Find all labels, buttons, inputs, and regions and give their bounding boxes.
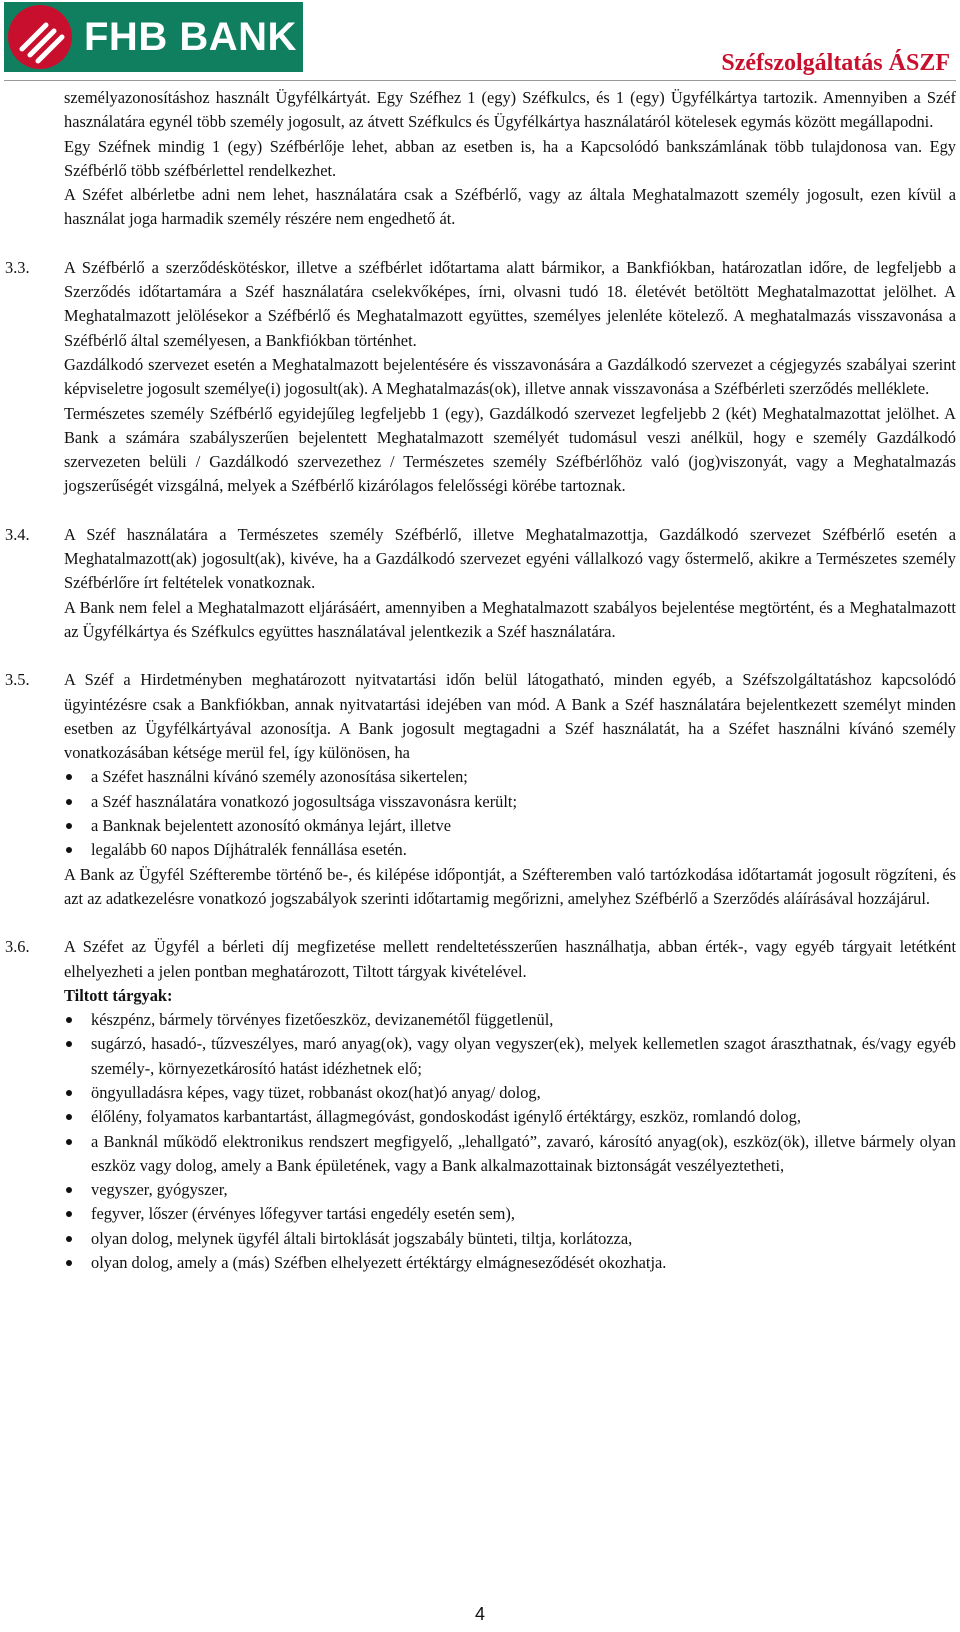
page-number: 4 [474, 1604, 485, 1624]
document-title: Széfszolgáltatás ÁSZF [721, 50, 950, 76]
section-3-5 [5, 668, 956, 911]
header-divider [4, 80, 956, 81]
list-item: olyan dolog, melynek ügyfél általi birtoklását jogszabály bünteti, tiltja, korlátozza, [64, 1227, 956, 1251]
list-item: fegyver, lőszer (érvényes lőfegyver tartási engedély esetén sem), [64, 1202, 956, 1226]
section-paragraph: A Széf használatára a Természetes személy Széfbérlő, illetve Meghatalmazottja, Gazdálkodó szervezet Széfbérlő esetén a Meghatalmazott(ak) jogosult(ak), kivéve, ha a Gazdálkodó szervezet egyéni vállalkozó vagy őstermelő, akikre a Természetes személy Széfbérlőre írt feltételek vonatkoznak. [64, 524, 956, 593]
section-paragraph: A Széfbérlő a szerződéskötéskor, illetve a széfbérlet időtartama alatt bármikor, a Bankfiókban, határozatlan időre, de legfeljebb a Szerződés időtartamára a Széf használatára cselekvőképes, írni, olvasni tudó 18. életévét betöltött Meghatalmazottat jelölhet. A Meghatalmazott jelölésekor a Széfbérlő és Meghatalmazott együttes, személyes jelenléte kötelező. A meghatalmazás visszavonása a Széfbérlő által személyesen, a Bankfiókban történhet. [64, 257, 956, 350]
list-item: olyan dolog, amely a (más) Széfben elhelyezett értéktárgy elmágneseződését okozhatja. [64, 1251, 956, 1275]
section-paragraph: A Széf a Hirdetményben meghatározott nyitvatartási időn belül látogatható, minden egyéb, a Széfszolgáltatáshoz kapcsolódó ügyintézésre csak a Bankfiókban, annak nyitvatartási idejében van mód. A Bank a Széf használatára bejelentkezett személyt minden esetben az Ügyfélkártyával azonosítja. A Bank jogosult megtagadni a Széf használatát, ha a Széfet használni kívánó személy vonatkozásában kétsége merül fel, így különösen, ha [64, 670, 956, 763]
intro-paragraph: személyazonosításhoz használt Ügyfélkártyát. Egy Széfhez 1 (egy) Széfkulcs, és 1 (egy) Ügyfélkártya tartozik. Amennyiben a Széf használatára egynél több személy jogosult, az átvett Széfkulcs és Ügyfélkártya használatáról kötelesek egymás között megállapodni. [64, 88, 956, 132]
section-paragraph: Természetes személy Széfbérlő egyidejűleg legfeljebb 1 (egy), Gazdálkodó szervezet legfeljebb 2 (két) Meghatalmazottat jelölhet. A Bank a számára szabályszerűen bejelentett Meghatalmazott személyét tudomásul veszi anélkül, hogy e személy Gazdálkodó szervezeten belüli / Gazdálkodó szervezethez / Természetes személy Széfbérlőhöz való (jog)viszonyát, vagy a Meghatalmazás jogszerűségét vizsgálná, melyek a Széfbérlő kizárólagos felelősségi körébe tartoznak. [64, 403, 956, 496]
prohibited-items-heading: Tiltott tárgyak: [64, 985, 173, 1005]
document-body [5, 86, 956, 1275]
list-item: a Széfet használni kívánó személy azonosítása sikertelen; [64, 765, 956, 789]
section-3-3 [5, 256, 956, 499]
logo-text: FHB BANK [84, 14, 297, 59]
intro-paragraph: A Széfet albérletbe adni nem lehet, használatára csak a Széfbérlő, vagy az általa Meghatalmazott személy jogosult, ezen kívül a használat joga harmadik személy részére nem engedhető át. [64, 185, 956, 229]
section-number: 3.4. [5, 524, 30, 544]
section-paragraph: Gazdálkodó szervezet esetén a Meghatalmazott bejelentésére és visszavonására a Gazdálkodó szervezet a cégjegyzés szabályai szerint képviseletre jogosult személye(i) jogosult(ak). A Meghatalmazás(ok), illetve annak visszavonása a Széfbérleti szerződés melléklete. [64, 354, 956, 399]
refusal-conditions-list [64, 765, 956, 862]
section-number: 3.6. [5, 937, 30, 957]
section-paragraph: A Bank az Ügyfél Széfterembe történő be-, és kilépése időpontját, a Széfteremben való tartózkodása időtartamát jogosult rögzíteni, és azt az adatkezelésre vonatkozó jogszabályok szerinti időtartamig megőrizni, amelyhez Széfbérlő a Szerződés aláírásával hozzájárul. [64, 864, 956, 908]
list-item: készpénz, bármely törvényes fizetőeszköz, devizanemétől függetlenül, [64, 1008, 956, 1032]
prohibited-items-list [64, 1008, 956, 1275]
section-paragraph: A Bank nem felel a Meghatalmazott eljárásáért, amennyiben a Meghatalmazott szabályos bejelentése megtörtént, és a Meghatalmazott az Ügyfélkártya és Széfkulcs együttes használatával jelentkezik a Széf használatára. [64, 597, 956, 641]
list-item: legalább 60 napos Díjhátralék fennállása esetén. [64, 838, 956, 862]
section-paragraph: A Széfet az Ügyfél a bérleti díj megfizetése mellett rendeltetésszerűen használhatja, abban érték-, vagy egyéb tárgyait letétként elhelyezheti a jelen pontban meghatározott, Tiltott tárgyak kivételével. [64, 937, 956, 981]
section-number: 3.3. [5, 257, 30, 277]
list-item: élőlény, folyamatos karbantartást, állagmegóvást, gondoskodást igénylő értéktárgy, eszköz, romlandó dolog, [64, 1105, 956, 1129]
intro-paragraph: Egy Széfnek mindig 1 (egy) Széfbérlője lehet, abban az esetben is, ha a Kapcsolódó bankszámlának több tulajdonosa van. Egy Széfbérlő több széfbérlettel rendelkezhet. [64, 136, 956, 180]
list-item: vegyszer, gyógyszer, [64, 1178, 956, 1202]
section-3-6 [5, 935, 956, 1275]
page-header [0, 0, 960, 82]
section-number: 3.5. [5, 670, 30, 690]
list-item: a Banknál működő elektronikus rendszert megfigyelő, „lehallgató”, zavaró, károsító anyag(ok), eszköz(ök), illetve bármely olyan eszköz vagy dolog, amely a Bank épületének, vagy a Bank alkalmazottainak biztonságát veszélyeztetheti, [64, 1130, 956, 1179]
section-3-4 [5, 523, 956, 644]
list-item: a Banknak bejelentett azonosító okmánya lejárt, illetve [64, 814, 956, 838]
list-item: öngyulladásra képes, vagy tüzet, robbanást okoz(hat)ó anyag/ dolog, [64, 1081, 956, 1105]
list-item: a Széf használatára vonatkozó jogosultsága visszavonásra került; [64, 790, 956, 814]
bank-emblem-icon [8, 5, 72, 69]
list-item: sugárzó, hasadó-, tűzveszélyes, maró anyag(ok), vagy olyan vegyszer(ek), melyek kellemetlen szagot áraszthatnak, és/vagy egyéb személy-, környezetkárosító hatást idézhetnek elő; [64, 1032, 956, 1081]
fhb-bank-logo [4, 2, 303, 72]
